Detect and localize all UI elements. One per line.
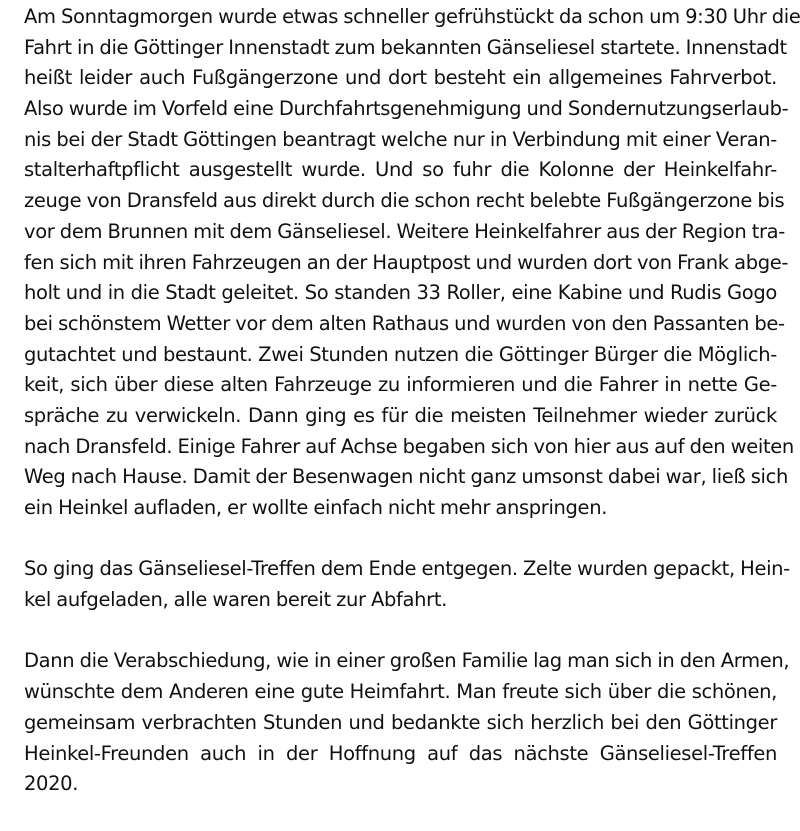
document-body (24, 2, 800, 831)
text-line: ein Heinkel aufladen, er wollte einfach nicht mehr anspringen. (24, 496, 608, 519)
text-line: gutachtet und bestaunt. Zwei Stunden nutzen die Göttinger Bürger die Möglich- (24, 342, 777, 366)
text-line: Also wurde im Vorfeld eine Durchfahrtsgenehmigung und Sondernutzungserlaub- (24, 97, 789, 121)
text-line: bei schönstem Wetter vor dem alten Rathaus und wurden von den Passanten be- (24, 311, 785, 335)
paragraph-3 (24, 646, 790, 799)
text-line: kel aufgeladen, alle waren bereit zur Abfahrt. (24, 588, 447, 612)
paragraph-2 (24, 554, 790, 615)
text-line: vor dem Brunnen mit dem Gänseliesel. Weitere Heinkelfahrer aus der Region tra- (24, 219, 785, 243)
text-line: zeuge von Dransfeld aus direkt durch die schon recht belebte Fußgängerzone bis (24, 189, 785, 213)
text-line: keit, sich über diese alten Fahrzeuge zu informieren und die Fahrer in nette Ge- (24, 373, 777, 397)
text-line: stalterhaftpflicht ausgestellt wurde. Und so fuhr die Kolonne der Heinkelfahr- (24, 158, 777, 182)
text-line: 2020. (24, 772, 79, 796)
text-line: Am Sonntagmorgen wurde etwas schneller gefrühstückt da schon um 9:30 Uhr die (24, 5, 800, 28)
paragraph-1 (24, 2, 800, 524)
text-line: nis bei der Stadt Göttingen beantragt welche nur in Verbindung mit einer Veran- (24, 127, 777, 151)
text-line: Weg nach Hause. Damit der Besenwagen nicht ganz umsonst dabei war, ließ sich (24, 465, 788, 489)
text-line: So ging das Gänseliesel-Treffen dem Ende entgegen. Zelte wurden gepackt, Hein- (24, 557, 790, 581)
text-line: wünschte dem Anderen eine gute Heimfahrt. Man freute sich über die schönen, (24, 680, 777, 704)
text-line: Heinkel-Freunden auch in der Hoffnung auf das nächste Gänseliesel-Treffen (24, 741, 777, 765)
text-line: heißt leider auch Fußgängerzone und dort besteht ein allgemeines Fahrverbot. (24, 66, 777, 90)
text-line: spräche zu verwickeln. Dann ging es für die meisten Teilnehmer wieder zurück (24, 403, 777, 427)
text-line: gemeinsam verbrachten Stunden und bedankte sich herzlich bei den Göttinger (24, 710, 777, 734)
text-line: holt und in die Stadt geleitet. So standen 33 Roller, eine Kabine und Rudis Gogo (24, 281, 777, 305)
text-line: Fahrt in die Göttinger Innenstadt zum bekannten Gänseliesel startete. Innenstadt (24, 35, 787, 59)
text-line: fen sich mit ihren Fahrzeugen an der Hauptpost und wurden dort von Frank abge- (24, 250, 789, 274)
text-line: nach Dransfeld. Einige Fahrer auf Achse begaben sich von hier aus auf den weiten (24, 434, 794, 458)
text-line: Dann die Verabschiedung, wie in einer großen Familie lag man sich in den Armen, (24, 649, 790, 673)
